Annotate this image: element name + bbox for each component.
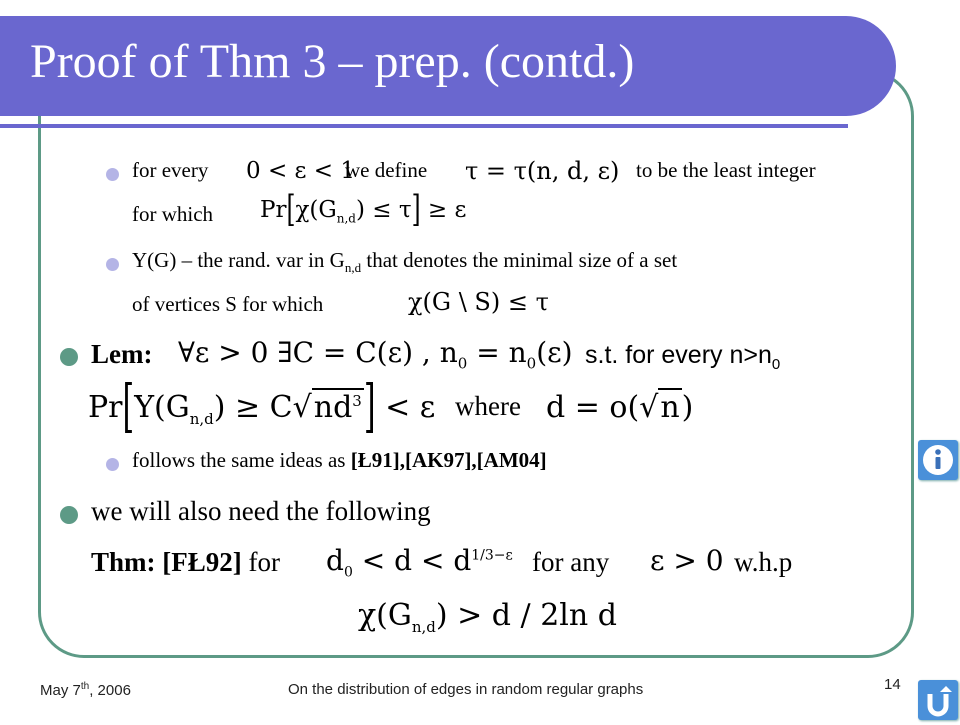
- bullet-dot-large: [60, 348, 78, 366]
- footer-page-number: 14: [884, 676, 901, 693]
- bullet-dot: [106, 168, 119, 181]
- title-underline: [0, 124, 848, 128]
- lem-math-d: d = o(√n): [546, 390, 694, 425]
- lem-st: s.t. for every $n>n_0$: [585, 341, 781, 373]
- b1-math-tau: τ = τ(n, d, ε): [465, 157, 620, 185]
- return-icon-glyph: [918, 680, 958, 720]
- b3-text: follows the same ideas as [Ł91],[AK97],[AM04]: [132, 448, 547, 472]
- b2-text: Y(G) – the rand. var in $G_{n,d}$ that denotes the minimal size of a set: [132, 248, 678, 276]
- thm-whp: w.h.p: [734, 547, 793, 577]
- info-icon[interactable]: [918, 440, 958, 480]
- return-icon[interactable]: [918, 680, 958, 720]
- info-icon-glyph: [918, 440, 958, 480]
- thm-line: Thm: [FŁ92] for: [91, 547, 280, 577]
- footer-date: May 7th, 2006: [40, 681, 131, 699]
- b1-math-prob: $Pr[\chi(G_{n,d}) \le \tau] \ge \varepsilon$: [260, 189, 467, 231]
- lem-math-prob: $Pr[Y(G_{n,d}) \ge C√nd^3] < \varepsilon$: [88, 374, 436, 441]
- lem-where: where: [455, 391, 521, 421]
- lem-label: Lem:: [91, 339, 153, 369]
- thm-math-chi: $\chi(G_{n,d}) > d / 2\ln$ d: [358, 598, 617, 636]
- slide-title: Proof of Thm 3 – prep. (contd.): [30, 35, 635, 88]
- thm-math-range: $d_0 < d < d^{1/3-\varepsilon}$: [326, 544, 513, 581]
- b1-post: to be the least integer: [636, 158, 816, 182]
- b2-math-chi: χ(G \ S) ≤ τ: [408, 288, 549, 316]
- bullet-dot: [106, 258, 119, 271]
- need-text: we will also need the following: [91, 496, 431, 526]
- thm-forany: for any: [532, 547, 610, 577]
- b2-line2: of vertices S for which: [132, 292, 324, 316]
- footer-title: On the distribution of edges in random regular graphs: [288, 681, 644, 698]
- bullet-dot: [106, 458, 119, 471]
- bullet-dot-large: [60, 506, 78, 524]
- thm-math-eps: ε > 0: [650, 544, 724, 577]
- b1-pre: for every: [132, 158, 209, 182]
- b1-mid: we define: [345, 158, 428, 182]
- b1-line2: for which: [132, 202, 214, 226]
- lem-math-quantifiers: ∀ε > 0 ∃C = C(ε) , $n_0 = n_0(\varepsilon)$: [178, 336, 573, 373]
- b1-math-eps-range: 0 < ε < 1: [246, 158, 355, 184]
